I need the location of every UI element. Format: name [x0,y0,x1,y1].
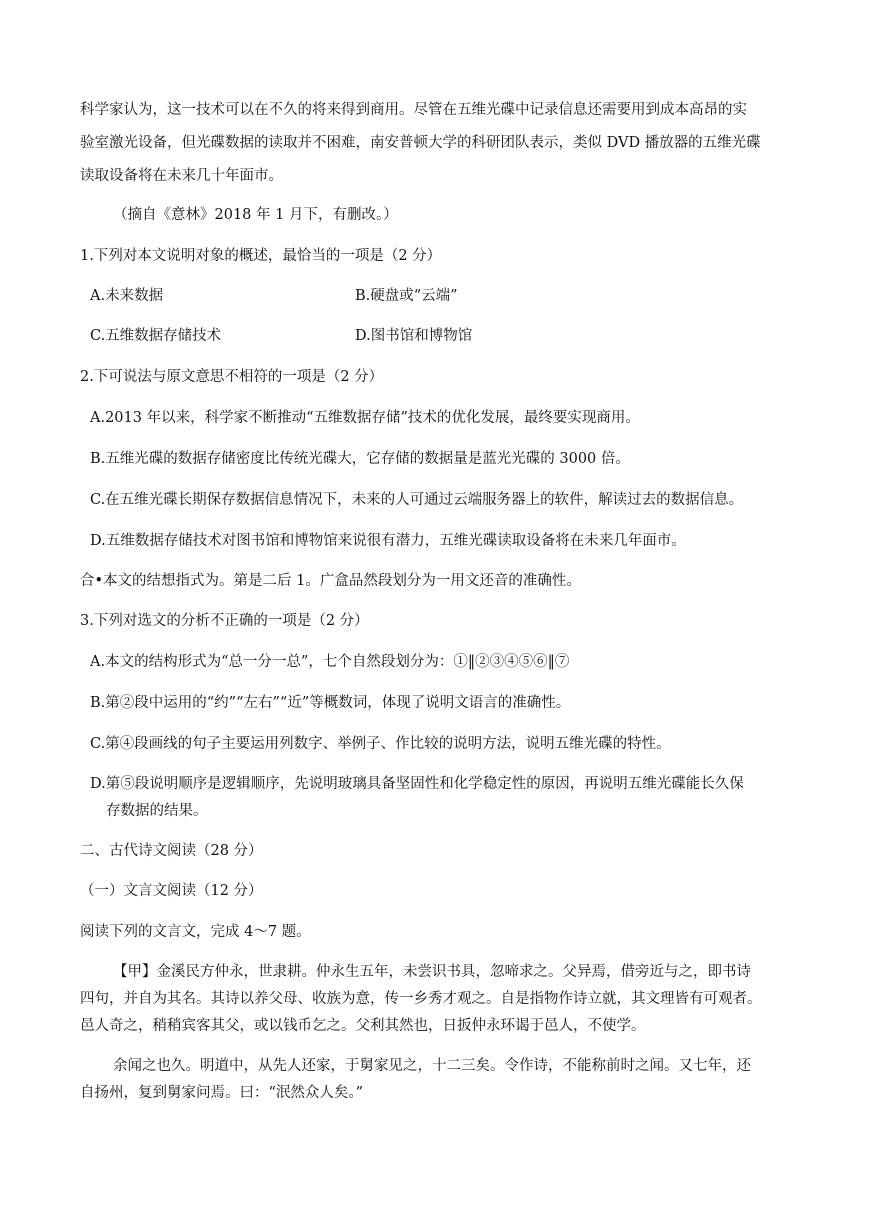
q2-option-c: C.在五维光碟长期保存数据信息情况下，未来的人可通过云端服务器上的软件，解读过去的数据信息。 [90,492,744,508]
q2-option-b: B.五维光碟的数据存储密度比传统光碟大，它存储的数据量是蓝光光碟的 3000 倍。 [90,451,630,467]
q3-option-b: B.第②段中运用的“约”“左右”“近”等概数词，体现了说明文语言的准确性。 [90,695,571,711]
reading-instruction: 阅读下列的文言文，完成 4～7 题。 [80,924,311,940]
section-2-subtitle: （一）文言文阅读（12 分） [80,883,263,899]
stray-note-line: 合•本文的结想指式为。第是二后 1。广盒品然段划分为一用文还音的准确性。 [80,573,581,589]
q3-option-c: C.第④段画线的句子主要运用列数字、举例子、作比较的说明方法，说明五维光碟的特性。 [90,736,671,752]
q1-option-c: C.五维数据存储技术 [90,328,222,344]
q3-option-d-line-1: D.第⑤段说明顺序是逻辑顺序，先说明玻璃具备坚固性和化学稳定性的原因，再说明五维光碟能长久保 [90,776,744,792]
passage-line-3: 读取设备将在未来几十年面市。 [80,168,283,184]
q2-option-a: A.2013 年以来，科学家不断推动“五维数据存储”技术的优化发展，最终要实现商用。 [90,410,640,426]
passage-line-2: 验室激光设备，但光碟数据的读取并不困难，南安普顿大学的科研团队表示，类似 DVD 播放器的五维光碟 [80,135,761,151]
passage-line-1: 科学家认为，这一技术可以在不久的将来得到商用。尽管在五维光碟中记录信息还需要用到成本高昂的实 [80,102,747,118]
classical-para-2-line-2: 自扬州，复到舅家问焉。曰：“泯然众人矣。” [80,1085,364,1101]
q1-option-b: B.硬盘或“云端” [355,288,458,304]
q3-option-a: A.本文的结构形式为“总一分一总”，七个自然段划分为：①‖②③④⑤⑥‖⑦ [90,654,570,670]
classical-para-2-line-1: 余闻之也久。明道中，从先人还家，于舅家见之，十二三矣。令作诗，不能称前时之闻。又七年，还 [113,1058,751,1074]
q2-option-d: D.五维数据存储技术对图书馆和博物馆来说很有潜力，五维光碟读取设备将在未来几年面市。 [90,533,686,549]
q2-stem: 2.下可说法与原文意思不相符的一项是（2 分） [80,369,384,385]
classical-para-1-line-3: 邑人奇之，稍稍宾客其父，或以钱币乞之。父利其然也，日扳仲永环谒于邑人，不使学。 [80,1018,646,1034]
q1-option-a: A.未来数据 [90,288,164,304]
classical-para-1-line-1: 【甲】金溪民方仲永，世隶耕。仲永生五年，未尝识书具，忽啼求之。父异焉，借旁近与之，即书诗 [113,964,751,980]
source-citation: （摘自《意林》2018 年 1 月下，有删改。） [113,207,398,223]
q3-option-d-line-2: 存数据的结果。 [106,803,208,819]
q3-stem: 3.下列对选文的分析不正确的一项是（2 分） [80,613,369,629]
q1-option-d: D.图书馆和博物馆 [355,328,473,344]
section-2-title: 二、古代诗文阅读（28 分） [80,843,263,859]
q1-stem: 1.下列对本文说明对象的概述，最恰当的一项是（2 分） [80,248,442,264]
classical-para-1-line-2: 四句，并自为其名。其诗以养父母、收族为意，传一乡秀才观之。自是指物作诗立就，其文理皆有可观者。 [80,991,762,1007]
